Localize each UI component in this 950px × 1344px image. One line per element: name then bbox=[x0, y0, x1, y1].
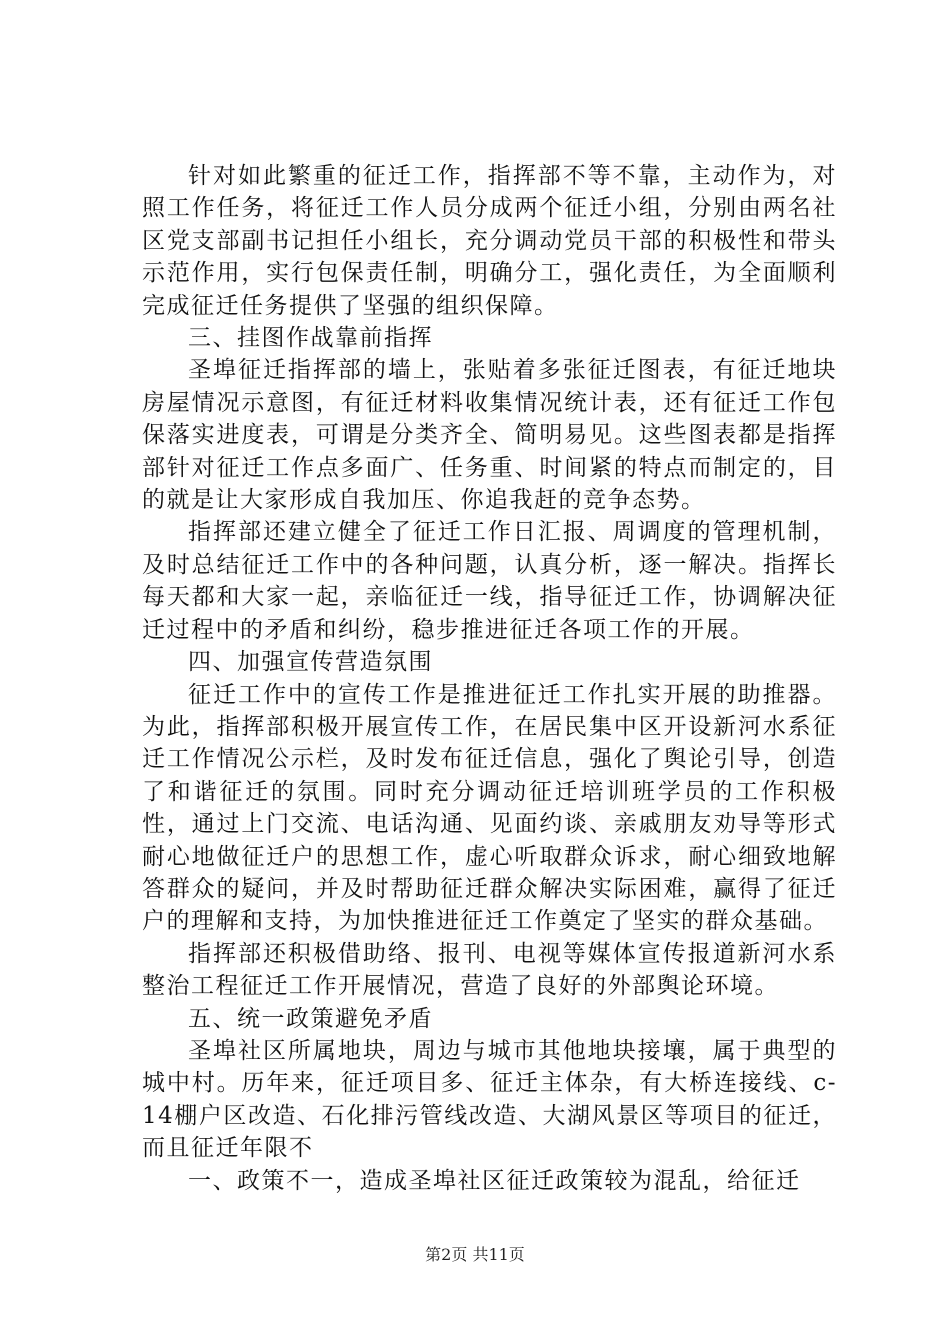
paragraph: 征迁工作中的宣传工作是推进征迁工作扎实开展的助推器。为此，指挥部积极开展宣传工作，在居民集中区开设新河水系征迁工作情况公示栏，及时发布征迁信息，强化了舆论引导，创造了和谐征迁的氛围。同时充分调动征迁培训班学员的工作积极性，通过上门交流、电话沟通、见面约谈、亲戚朋友劝导等形式耐心地做征迁户的思想工作，虚心听取群众诉求，耐心细致地解答群众的疑问，并及时帮助征迁群众解决实际困难，赢得了征迁户的理解和支持，为加快推进征迁工作奠定了坚实的群众基础。 bbox=[142, 681, 837, 935]
paragraph: 圣埠征迁指挥部的墙上，张贴着多张征迁图表，有征迁地块房屋情况示意图，有征迁材料收集情况统计表，还有征迁工作包保落实进度表，可谓是分类齐全、简明易见。这些图表都是指挥部针对征迁工作点多面广、任务重、时间紧的特点而制定的，目的就是让大家形成自我加压、你追我赶的竞争态势。 bbox=[142, 357, 837, 514]
paragraph: 一、政策不一，造成圣埠社区征迁政策较为混乱，给征迁 bbox=[188, 1167, 801, 1194]
page-footer: 第2页 共11页 bbox=[425, 1245, 525, 1264]
paragraph: 指挥部还建立健全了征迁工作日汇报、周调度的管理机制，及时总结征迁工作中的各种问题，认真分析，逐一解决。指挥长每天都和大家一起，亲临征迁一线，指导征迁工作，协调解决征迁过程中的矛盾和纠纷，稳步推进征迁各项工作的开展。 bbox=[142, 519, 837, 643]
section-heading: 五、统一政策避免矛盾 bbox=[188, 1005, 433, 1032]
document-body bbox=[142, 160, 837, 1197]
paragraph: 圣埠社区所属地块，周边与城市其他地块接壤，属于典型的城中村。历年来，征迁项目多、征迁主体杂，有大桥连接线、c-14棚户区改造、石化排污管线改造、大湖风景区等项目的征迁，而且征迁年限不 bbox=[142, 1037, 837, 1162]
section-heading: 三、挂图作战靠前指挥 bbox=[188, 325, 433, 352]
section-heading: 四、加强宣传营造氛围 bbox=[188, 649, 433, 676]
paragraph: 指挥部还积极借助络、报刊、电视等媒体宣传报道新河水系整治工程征迁工作开展情况，营造了良好的外部舆论环境。 bbox=[142, 940, 837, 1000]
paragraph: 针对如此繁重的征迁工作，指挥部不等不靠，主动作为，对照工作任务，将征迁工作人员分成两个征迁小组，分别由两名社区党支部副书记担任小组长，充分调动党员干部的积极性和带头示范作用，实行包保责任制，明确分工，强化责任，为全面顺利完成征迁任务提供了坚强的组织保障。 bbox=[142, 163, 837, 319]
